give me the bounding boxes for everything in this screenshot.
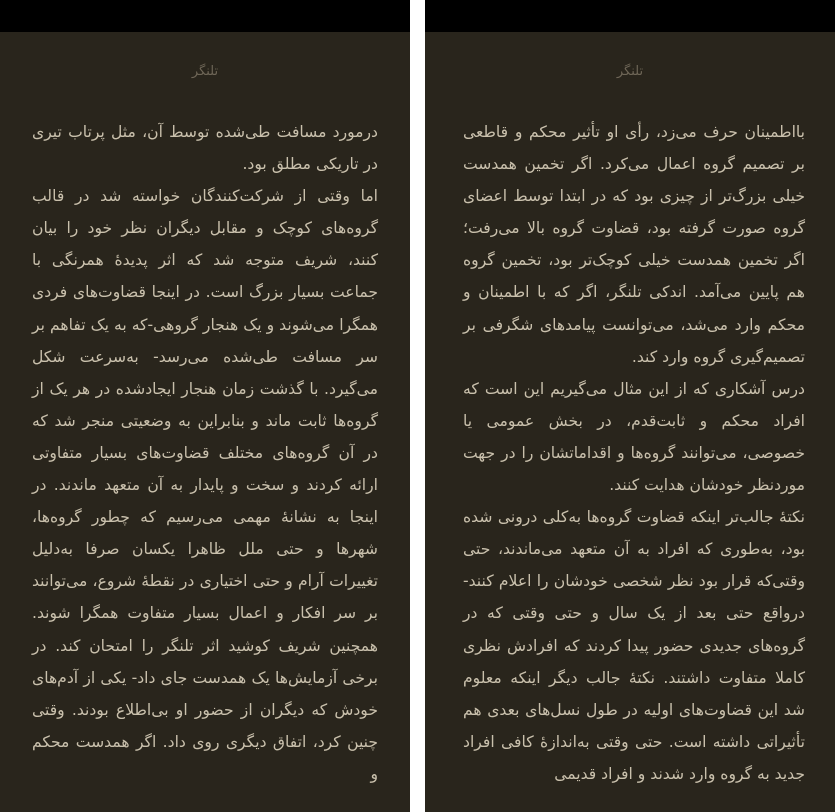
paragraph: اما وقتی از شرکت‌کنندگان خواسته شد در قالب گروه‌های کوچک و مقابل دیگران نظر خود را بیان کنند، شریف متوجه شد که اثر پدیدهٔ همرنگی با جماعت بسیار بزرگ است. در اینجا قضاوت‌های فردی همگرا می‌شوند و یک هنجار گروهی-که به یک تفاهم بر سر مسافت طی‌شده می‌رسد- به‌سرعت شکل می‌گیرد. با گذشت زمان هنجار ایجادشده در هر یک از گروه‌ها ثابت ماند و بنابراین به وضعیتی منجر شد که در آن گروه‌های مختلف قضاوت‌های بسیار متفاوتی ارائه کردند و سخت و پایدار به آن متعهد ماندند. در اینجا به نشانهٔ مهمی می‌رسیم که چطور گروه‌ها، شهرها و حتی ملل ظاهرا یکسان صرفا به‌دلیل تغییرات آرام و حتی اختیاری در نقطهٔ شروع، می‌توانند بر سر افکار و اعمال بسیار متفاوت همگرا شوند. همچنین شریف کوشید اثر تلنگر را امتحان کند. در برخی آزمایش‌ها یک همدست جای داد- یکی از آدم‌های خودش که دیگران از حضور او بی‌اطلاع بودند. وقتی چنین کرد، اتفاق دیگری روی داد. اگر همدست محکم و [32,187,378,783]
body-text [463,116,805,790]
paragraph: بااطمینان حرف می‌زد، رأی او تأثیر محکم و قاطعی بر تصمیم گروه اعمال می‌کرد. اگر تخمین همدست خیلی بزرگ‌تر از چیزی بود که در ابتدا توسط اعضای گروه صورت گرفته بود، قضاوت گروه بالا می‌رفت؛ اگر تخمین همدست خیلی کوچک‌تر بود، تخمین گروه هم پایین می‌آمد. اندکی تلنگر، اگر که با اطمینان و محکم وارد می‌شد، می‌توانست پیامدهای شگرفی بر تصمیم‌گیری گروه وارد کند. [463,123,805,366]
top-bar [425,0,835,32]
left-page [0,0,410,812]
body-text [32,116,378,790]
top-bar [0,0,410,32]
paragraph: درمورد مسافت طی‌شده توسط آن، مثل پرتاب تیری در تاریکی مطلق بود. [32,123,378,174]
paragraph: درس آشکاری که از این مثال می‌گیریم این است که افراد محکم و ثابت‌قدم، در بخش عمومی یا خصوصی، می‌توانند گروه‌ها و اقداماتشان را در جهت موردنظر خودشان هدایت کنند. [463,379,805,495]
page-title: تلنگر [616,64,644,79]
page-title: تلنگر [191,64,219,79]
right-page [425,0,835,812]
paragraph: نکتهٔ جالب‌تر اینکه قضاوت گروه‌ها به‌کلی درونی شده بود، به‌طوری که افراد به آن متعهد می‌ماندند، حتی وقتی‌که قرار بود نظر شخصی خودشان را اعلام کنند- درواقع حتی بعد از یک سال و حتی وقتی که در گروه‌های جدیدی حضور پیدا کردند که افرادش نظری کاملا متفاوت داشتند. نکتهٔ جالب دیگر اینکه معلوم شد این قضاوت‌های اولیه در طول نسل‌های بعدی هم تأثیراتی داشته است. حتی وقتی به‌اندازهٔ کافی افراد جدید به گروه وارد شدند و افراد قدیمی [463,508,805,783]
